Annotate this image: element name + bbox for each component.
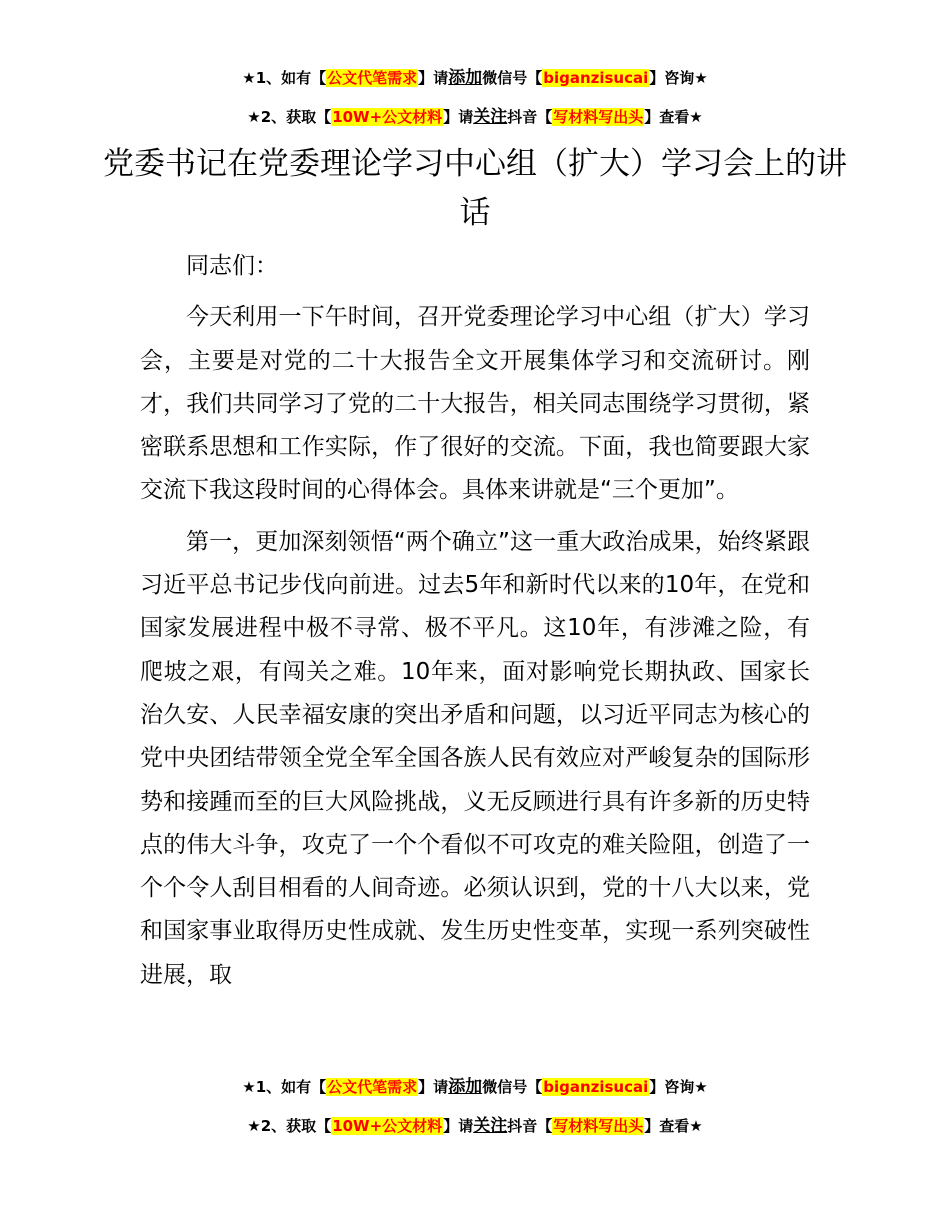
banner-text: 抖音【 — [507, 108, 553, 126]
douyin-id-highlight: 写材料写出头 — [553, 1117, 644, 1135]
wechat-id-highlight: biganzisucai — [543, 1078, 649, 1096]
banner-emphasis: 添加 — [448, 1077, 483, 1097]
banner-prefix: ★2、获取【 — [247, 108, 332, 126]
banner-emphasis: 添加 — [448, 68, 483, 88]
document-title: 党委书记在党委理论学习中心组（扩大）学习会上的讲话 — [103, 146, 847, 231]
banner-text: 】请 — [418, 69, 449, 87]
banner-highlight: 10W+公文材料 — [332, 108, 443, 126]
banner-text: 】请 — [418, 1078, 449, 1096]
bottom-banner-line-1 — [0, 1076, 950, 1098]
bottom-banner-line-2 — [0, 1115, 950, 1137]
top-banner-line-1 — [0, 67, 950, 89]
banner-text: 】请 — [443, 108, 474, 126]
banner-text: 微信号【 — [482, 69, 543, 87]
banner-highlight: 公文代笔需求 — [327, 1078, 418, 1096]
document-body — [140, 245, 810, 997]
banner-text: 微信号【 — [482, 1078, 543, 1096]
body-paragraph: 第一，更加深刻领悟“两个确立”这一重大政治成果，始终紧跟习近平总书记步伐向前进。过去5年和新时代以来的10年，在党和国家发展进程中极不寻常、极不平凡。这10年，有涉滩之险，有爬坡之艰，有闯关之难。10年来，面对影响党长期执政、国家长治久安、人民幸福安康的突出矛盾和问题，以习近平同志为核心的党中央团结带领全党全军全国各族人民有效应对严峻复杂的国际形势和接踵而至的巨大风险挑战，义无反顾进行具有许多新的历史特点的伟大斗争，攻克了一个个看似不可攻克的难关险阻，创造了一个个令人刮目相看的人间奇迹。必须认识到，党的十八大以来，党和国家事业取得历史性成就、发生历史性变革，实现一系列突破性进展，取 — [140, 528, 810, 988]
banner-suffix: 】查看★ — [644, 108, 703, 126]
salutation: 同志们： — [186, 253, 278, 279]
banner-suffix: 】咨询★ — [649, 1078, 708, 1096]
banner-emphasis: 关注 — [473, 107, 508, 127]
banner-prefix: ★1、如有【 — [242, 1078, 327, 1096]
banner-text: 】请 — [443, 1117, 474, 1135]
banner-prefix: ★2、获取【 — [247, 1117, 332, 1135]
body-paragraph: 今天利用一下午时间，召开党委理论学习中心组（扩大）学习会，主要是对党的二十大报告全文开展集体学习和交流研讨。刚才，我们共同学习了党的二十大报告，相关同志围绕学习贯彻，紧密联系思想和工作实际，作了很好的交流。下面，我也简要跟大家交流下我这段时间的心得体会。具体来讲就是“三个更加”。 — [140, 304, 810, 504]
top-banner-line-2 — [0, 106, 950, 128]
banner-highlight: 公文代笔需求 — [327, 69, 418, 87]
banner-prefix: ★1、如有【 — [242, 69, 327, 87]
banner-suffix: 】咨询★ — [649, 69, 708, 87]
banner-emphasis: 关注 — [473, 1116, 508, 1136]
wechat-id-highlight: biganzisucai — [543, 69, 649, 87]
banner-suffix: 】查看★ — [644, 1117, 703, 1135]
banner-highlight: 10W+公文材料 — [332, 1117, 443, 1135]
banner-text: 抖音【 — [507, 1117, 553, 1135]
douyin-id-highlight: 写材料写出头 — [553, 108, 644, 126]
